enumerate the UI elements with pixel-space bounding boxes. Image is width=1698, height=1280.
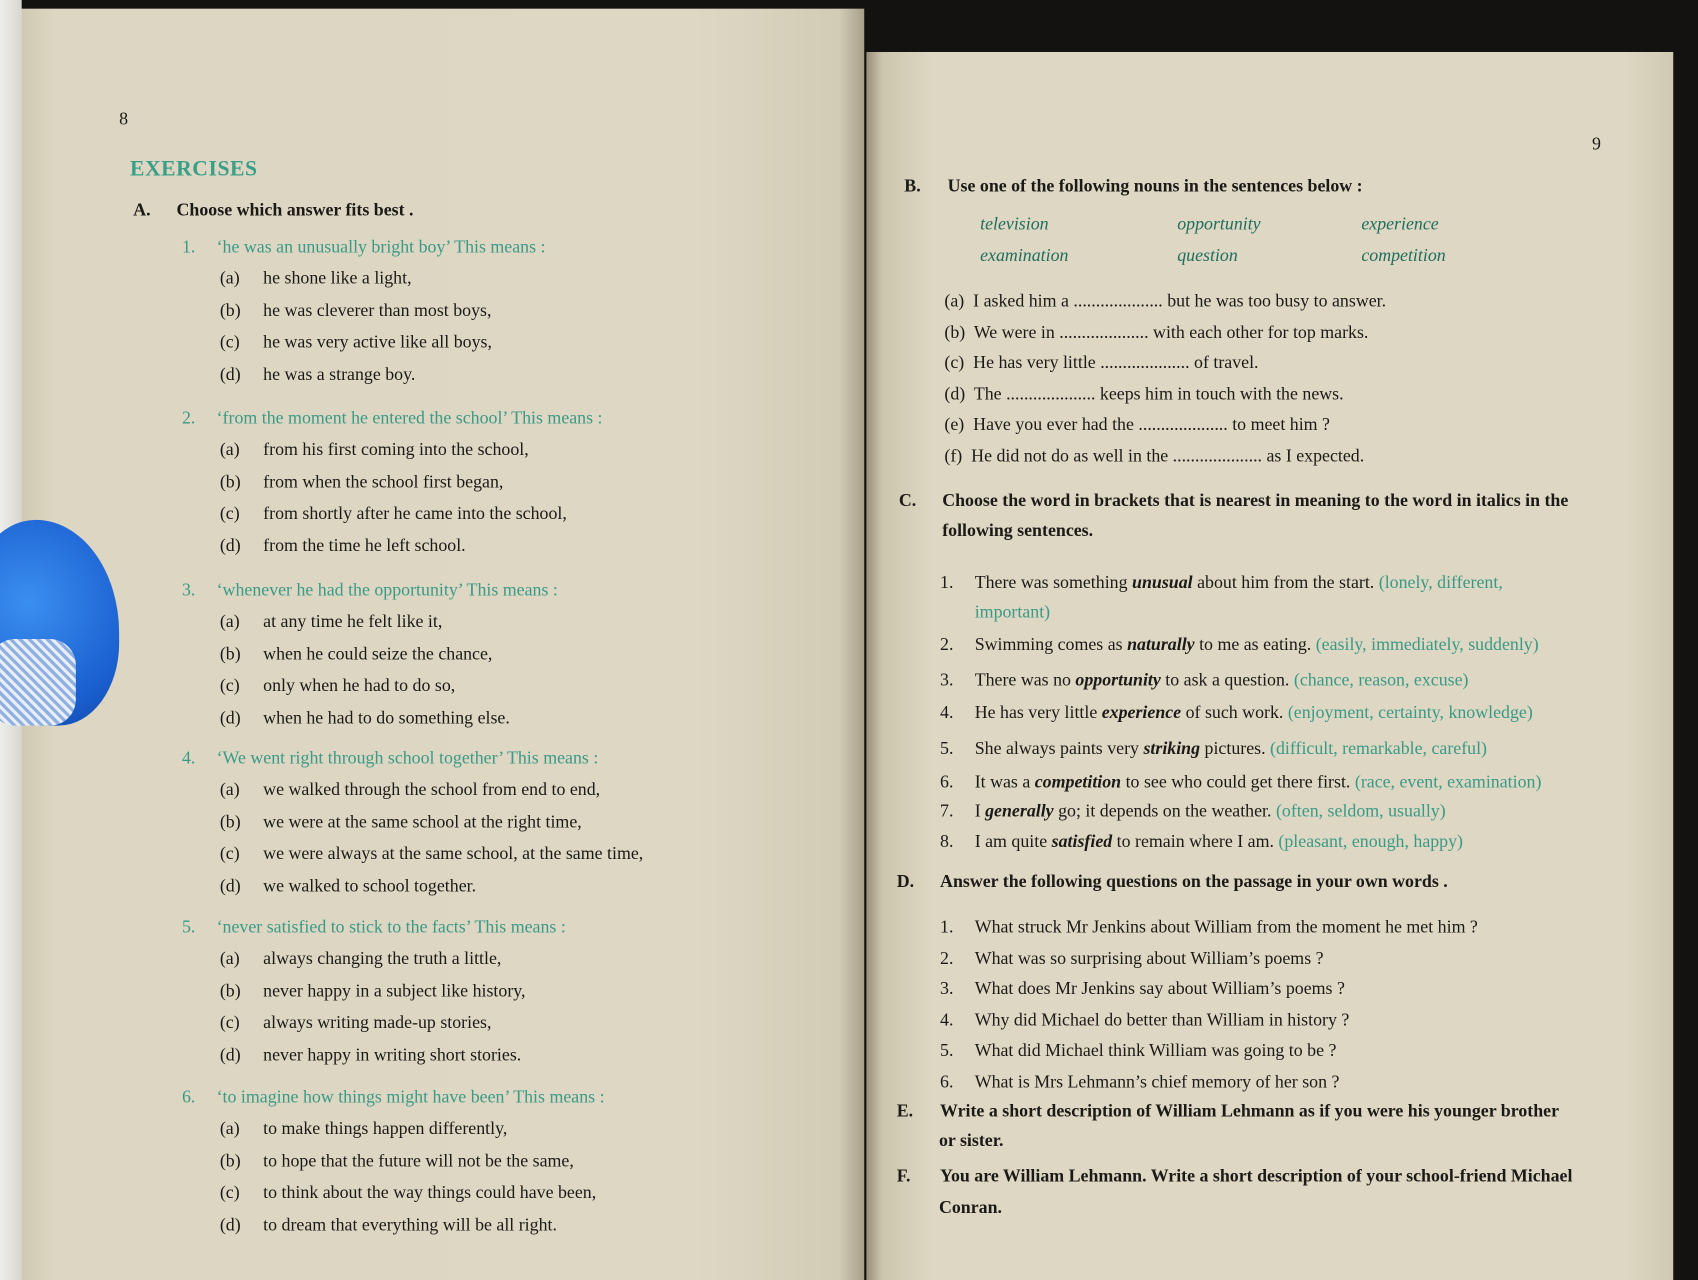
question-prompt [182,407,603,429]
question-text: What does Mr Jenkins say about William’s poems ? [974,977,1345,999]
question-prompt [182,1086,605,1108]
answer-option [220,1150,574,1172]
option-text: always writing made-up stories, [263,1011,492,1033]
option-text: from shortly after he came into the school, [263,502,567,524]
item-number: 6. [940,771,954,792]
option-text: from when the school first began, [263,470,504,492]
question-number: 5. [181,916,196,937]
italic-word: satisfied [1051,830,1113,852]
option-label: (c) [219,1011,240,1033]
sentence-part: pictures. [1200,737,1271,759]
section-letter: D. [896,870,915,892]
prompt-text: ‘from the moment he entered the school’ This means : [216,407,603,428]
option-text: we were at the same school at the right time, [263,810,582,832]
question-number: 2. [940,947,954,968]
answer-option [220,1012,492,1034]
italic-word: naturally [1127,633,1195,655]
question-number: 3. [940,977,954,999]
fill-in-sentence [944,352,1258,374]
answer-option [220,300,492,322]
item-number: 3. [940,669,954,690]
option-label: (d) [219,1214,241,1235]
answer-option [220,1214,557,1236]
section-letter: F. [896,1165,911,1186]
answer-option [220,875,476,897]
section-f-line2: Conran. [938,1196,1003,1218]
synonym-item [940,831,1463,853]
option-text: he was very active like all boys, [263,331,492,353]
prompt-text: ‘never satisfied to stick to the facts’ This means : [216,916,566,937]
fill-in-sentence [944,414,1330,436]
answer-option [220,643,493,665]
answer-option [220,611,442,633]
sentence-part: to ask a question. [1160,669,1294,690]
italic-word: opportunity [1075,669,1161,690]
option-text: to dream that everything will be all right. [263,1214,557,1235]
sentence-part: to see who could get there first. [1121,771,1355,792]
sentence-text: Have you ever had the .................... to meet him ? [973,414,1330,435]
section-title: Choose which answer fits best . [176,199,414,220]
item-number: 1. [940,571,954,593]
question-number: 3. [181,579,196,600]
section-a-title [133,199,413,221]
answer-option [220,364,415,386]
sentence-part: He has very little [974,701,1102,723]
item-number: 7. [940,800,954,821]
sentence-label: (d) [944,383,966,404]
answer-option [220,439,529,461]
sentence-text: He did not do as well in the .................... as I expected. [971,445,1365,466]
prompt-text: ‘to imagine how things might have been’ This means : [216,1086,605,1107]
option-text: from the time he left school. [263,535,466,556]
question-text: Why did Michael do better than William in history ? [974,1008,1350,1030]
bracket-choices-cont: important) [974,601,1051,622]
option-label: (a) [219,267,240,289]
sentence-part: about him from the start. [1192,571,1379,593]
option-label: (a) [219,438,240,460]
fill-in-sentence [944,383,1343,405]
section-e-line2: or sister. [938,1129,1004,1151]
option-text: we walked through the school from end to end, [263,778,601,800]
section-title: Use one of the following nouns in the sentences below : [947,175,1363,197]
answer-option [220,811,582,833]
sentence-label: (b) [944,321,966,342]
section-text: You are William Lehmann. Write a short description of your school-friend Michael [940,1165,1573,1186]
question-text: What did Michael think William was going to be ? [974,1039,1337,1061]
sentence-part: There was something [974,571,1133,593]
option-label: (b) [219,642,241,664]
exercises-heading: EXERCISES [129,157,258,181]
section-letter: B. [904,175,921,197]
sentence-label: (a) [944,290,965,311]
section-text: Write a short description of William Lehmann as if you were his younger brother [940,1100,1560,1121]
prompt-text: ‘whenever he had the opportunity’ This means : [216,579,558,600]
sentence-part: go; it depends on the weather. [1053,800,1276,821]
sentence-part: There was no [974,669,1076,690]
option-label: (d) [219,363,241,385]
answer-option [220,1182,596,1204]
answer-option [220,1118,507,1140]
option-text: when he could seize the chance, [263,642,493,664]
comprehension-question [940,1071,1339,1093]
option-label: (b) [219,1149,241,1171]
section-title: Answer the following questions on the passage in your own words . [940,870,1448,892]
answer-option [220,471,504,493]
bracket-choices: (chance, reason, excuse) [1293,669,1469,690]
question-number: 2. [181,407,196,428]
comprehension-question [940,1040,1336,1062]
sentence-part: to remain where I am. [1112,830,1279,852]
section-b-title [904,175,1362,197]
sentence-part: Swimming comes as [974,633,1128,655]
comprehension-question [940,978,1345,1000]
noun-option: opportunity [1177,213,1261,234]
option-label: (a) [219,778,240,800]
option-text: never happy in writing short stories. [263,1044,522,1065]
option-text: we were always at the same school, at the same time, [263,842,644,864]
option-text: he shone like a light, [263,267,412,289]
sentence-part: to me as eating. [1194,633,1316,655]
answer-option [220,707,510,729]
answer-option [220,503,567,525]
item-number: 5. [940,737,954,759]
noun-option: television [980,213,1049,234]
option-text: to make things happen differently, [263,1117,508,1139]
option-text: to think about the way things could have been, [263,1181,597,1203]
option-label: (c) [219,675,240,696]
bracket-choices: (often, seldom, usually) [1275,800,1446,821]
option-label: (a) [219,1117,240,1139]
section-title: Choose the word in brackets that is nearest in meaning to the word in italics in the [942,489,1569,511]
sentence-label: (e) [944,414,965,435]
comprehension-question [940,1009,1349,1031]
answer-option [220,675,455,697]
synonym-item [940,634,1539,656]
section-letter: A. [133,199,151,220]
question-number: 4. [940,1008,954,1030]
question-text: What was so surprising about William’s poems ? [974,947,1324,968]
option-label: (a) [219,947,240,969]
fill-in-sentence [944,290,1386,312]
sentence-label: (c) [944,352,965,373]
prompt-text: ‘he was an unusually bright boy’ This means : [216,236,546,257]
italic-word: unusual [1132,571,1193,593]
section-d-title [897,871,1448,893]
bracket-choices: (lonely, different, [1378,571,1503,593]
comprehension-question [940,916,1478,938]
option-text: only when he had to do so, [263,675,456,696]
synonym-item [940,669,1468,691]
section-letter: E. [896,1100,914,1121]
sentence-text: I asked him a .................... but he was too busy to answer. [973,290,1387,311]
sentence-part: I [974,800,986,821]
option-text: he was cleverer than most boys, [263,299,492,321]
question-number: 4. [181,747,196,768]
section-letter: C. [898,489,917,511]
italic-word: competition [1034,771,1122,792]
option-label: (c) [219,502,240,524]
option-text: at any time he felt like it, [263,610,443,632]
bracket-choices: (pleasant, enough, happy) [1278,830,1464,852]
answer-option [220,1044,521,1066]
option-text: from his first coming into the school, [263,438,529,460]
section-e-title [897,1100,1559,1122]
option-label: (b) [219,979,241,1001]
answer-option [220,980,526,1002]
answer-option [220,535,466,557]
sentence-part: She always paints very [974,737,1144,759]
noun-option: experience [1361,213,1439,234]
answer-option [220,948,502,970]
section-c-title [899,490,1568,512]
prompt-text: ‘We went right through school together’ This means : [216,747,599,768]
item-number: 2. [940,633,954,655]
fill-in-sentence [944,445,1364,467]
synonym-item [940,738,1487,760]
question-number: 6. [940,1070,954,1092]
synonym-item [940,800,1446,822]
question-prompt [182,579,558,601]
option-label: (d) [219,535,241,556]
option-text: we walked to school together. [263,875,477,896]
question-text: What is Mrs Lehmann’s chief memory of her son ? [974,1070,1340,1092]
page-number: 8 [119,108,129,129]
question-prompt [182,916,566,938]
italic-word: generally [985,800,1054,821]
italic-word: experience [1101,701,1182,723]
option-label: (b) [219,299,241,321]
answer-option [220,332,492,354]
page-number: 9 [1592,133,1601,154]
question-text: What struck Mr Jenkins about William from the moment he met him ? [974,916,1478,937]
option-label: (c) [219,1181,240,1203]
question-prompt [182,236,546,258]
option-label: (b) [219,810,241,832]
option-label: (d) [219,1044,241,1065]
noun-option: competition [1361,244,1446,266]
sentence-text: The .................... keeps him in touch with the news. [973,383,1344,404]
item-number: 8. [940,830,954,852]
option-text: never happy in a subject like history, [263,979,526,1001]
answer-option [220,843,643,865]
noun-option: examination [980,244,1069,266]
noun-option: question [1177,244,1238,266]
sentence-text: We were in .................... with each other for top marks. [973,321,1369,342]
option-label: (d) [219,707,241,728]
option-text: when he had to do something else. [263,707,510,728]
answer-option [220,779,600,801]
option-label: (d) [219,875,241,896]
option-label: (c) [219,331,240,353]
item-number: 4. [940,701,954,723]
section-c-title-2: following sentences. [942,519,1094,541]
option-label: (a) [219,610,240,632]
synonym-item [940,572,1503,594]
option-text: to hope that the future will not be the same, [263,1149,574,1171]
synonym-item [940,771,1541,793]
question-number: 5. [940,1039,954,1061]
question-prompt [182,747,598,769]
bracket-choices: (difficult, remarkable, careful) [1270,737,1488,759]
question-number: 1. [181,236,196,257]
bracket-choices: (easily, immediately, suddenly) [1315,633,1539,655]
fill-in-sentence [944,321,1368,343]
question-number: 6. [181,1086,196,1107]
italic-word: striking [1143,737,1201,759]
section-f-title [897,1165,1573,1187]
bracket-choices: (race, event, examination) [1354,771,1542,792]
option-text: always changing the truth a little, [263,947,502,969]
synonym-item [940,702,1533,724]
sentence-part: I am quite [974,830,1052,852]
sentence-label: (f) [944,445,963,466]
sentence-text: He has very little .................... of travel. [973,352,1259,373]
sentence-part: It was a [974,771,1035,792]
option-text: he was a strange boy. [263,363,416,385]
answer-option [220,268,412,290]
option-label: (c) [219,842,240,864]
question-number: 1. [940,916,954,937]
sentence-part: of such work. [1181,701,1288,723]
bracket-choices: (enjoyment, certainty, knowledge) [1287,701,1533,723]
option-label: (b) [219,470,241,492]
comprehension-question [940,947,1324,969]
